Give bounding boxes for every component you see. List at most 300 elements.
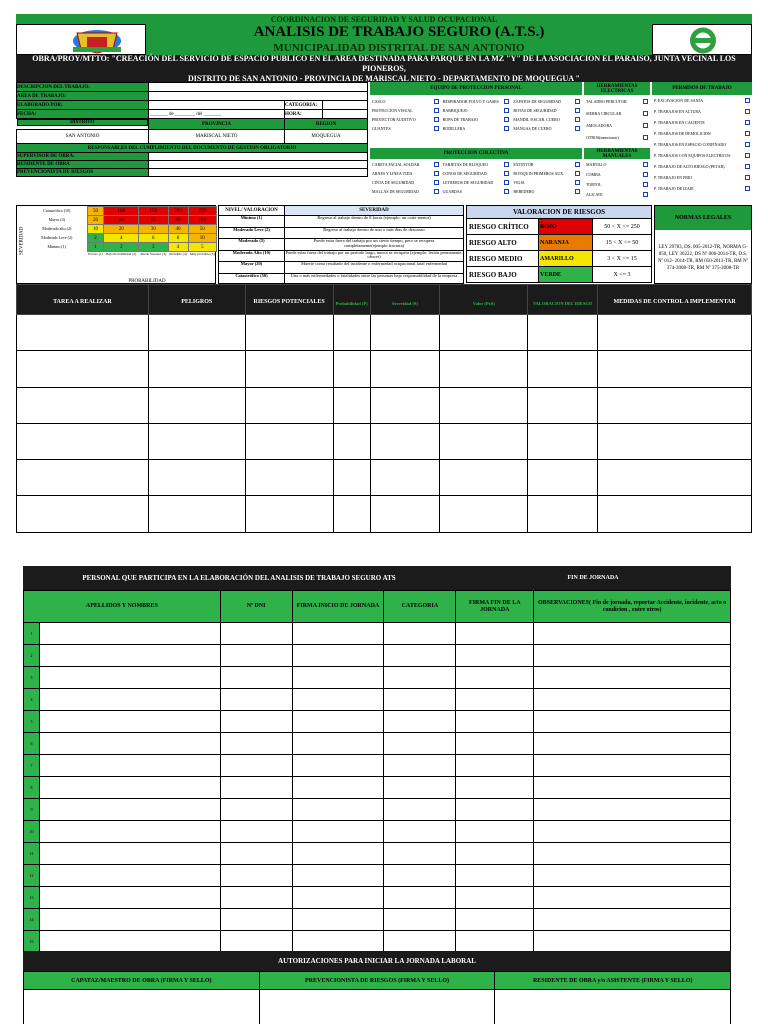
table-cell[interactable] <box>292 777 384 799</box>
list-item[interactable] <box>584 111 650 116</box>
list-item[interactable] <box>652 120 752 125</box>
herr-man-header: HERRAMIENTAS MANUALES <box>584 148 650 159</box>
table-cell[interactable] <box>440 387 528 423</box>
table-cell[interactable] <box>370 351 440 387</box>
table-cell[interactable] <box>456 667 534 689</box>
checkbox-icon[interactable] <box>434 171 439 176</box>
table-cell[interactable] <box>384 821 456 843</box>
valoracion-name: RIESGO MEDIO <box>467 251 539 266</box>
table-cell[interactable] <box>245 387 333 423</box>
table-cell[interactable] <box>292 821 384 843</box>
table-cell[interactable] <box>245 460 333 496</box>
list-item[interactable] <box>652 109 752 114</box>
list-item[interactable] <box>652 153 752 158</box>
checkbox-icon[interactable] <box>434 117 439 122</box>
field-hora[interactable] <box>323 110 368 119</box>
checkbox-icon[interactable] <box>434 126 439 131</box>
colectiva-item[interactable] <box>441 162 512 167</box>
table-cell[interactable] <box>440 315 528 351</box>
checkbox-icon[interactable] <box>504 117 509 122</box>
epp-item[interactable] <box>370 108 441 113</box>
checkbox-icon[interactable] <box>643 172 648 177</box>
table-cell[interactable] <box>534 909 731 931</box>
table-cell[interactable] <box>333 460 370 496</box>
checkbox-icon[interactable] <box>504 189 509 194</box>
severity-row <box>219 261 463 273</box>
table-cell[interactable] <box>220 821 292 843</box>
checkbox-icon[interactable] <box>575 180 580 185</box>
list-item-label: P. TRABAJO DE ALTO RIESGO (PETAR) <box>654 164 725 169</box>
table-cell[interactable] <box>598 423 752 459</box>
table-cell[interactable] <box>292 711 384 733</box>
table-cell[interactable] <box>220 799 292 821</box>
table-cell[interactable] <box>292 865 384 887</box>
checkbox-icon[interactable] <box>434 162 439 167</box>
table-cell[interactable] <box>370 460 440 496</box>
table-cell[interactable] <box>440 423 528 459</box>
obra-line-2: DISTRITO DE SAN ANTONIO - PROVINCIA DE MARISCAL NIETO - DEPARTAMENTO DE MOQUEGUA " <box>188 73 580 83</box>
checkbox-icon[interactable] <box>434 189 439 194</box>
valoracion-name: RIESGO ALTO <box>467 235 539 250</box>
matrix-row-label: Moderado Leve (2) <box>41 235 73 240</box>
checkbox-icon[interactable] <box>504 162 509 167</box>
table-cell[interactable] <box>384 667 456 689</box>
matrix-cell: 60 <box>139 216 169 225</box>
list-item[interactable] <box>652 98 752 103</box>
table-cell[interactable] <box>534 843 731 865</box>
table-row <box>24 777 731 799</box>
colectiva-item[interactable] <box>441 171 512 176</box>
list-item[interactable] <box>652 175 752 180</box>
epp-item[interactable] <box>441 108 512 113</box>
checkbox-icon[interactable] <box>504 99 509 104</box>
table-cell[interactable] <box>534 755 731 777</box>
table-cell[interactable] <box>534 821 731 843</box>
checkbox-icon[interactable] <box>745 175 750 180</box>
table-cell[interactable] <box>220 887 292 909</box>
table-cell[interactable] <box>245 496 333 532</box>
table-cell[interactable] <box>17 460 149 496</box>
table-cell[interactable] <box>333 315 370 351</box>
table-cell[interactable] <box>292 623 384 645</box>
table-cell[interactable] <box>534 931 731 953</box>
header-distrito: DISTRITO <box>17 119 149 126</box>
checkbox-icon[interactable] <box>575 117 580 122</box>
table-cell[interactable] <box>292 645 384 667</box>
matrix-row-label: Catastrófico (10) <box>43 208 71 213</box>
colectiva-item[interactable] <box>370 180 441 185</box>
matrix-cell: 10 <box>188 234 216 243</box>
table-cell[interactable] <box>148 423 245 459</box>
checkbox-icon[interactable] <box>643 111 648 116</box>
checkbox-icon[interactable] <box>643 162 648 167</box>
table-cell[interactable] <box>534 645 731 667</box>
label-fecha: FECHA: <box>17 110 149 119</box>
table-cell[interactable] <box>456 645 534 667</box>
table-cell[interactable] <box>370 423 440 459</box>
checkbox-icon[interactable] <box>575 126 580 131</box>
checkbox-icon[interactable] <box>575 189 580 194</box>
table-cell[interactable] <box>333 423 370 459</box>
checkbox-icon[interactable] <box>745 98 750 103</box>
table-cell[interactable] <box>24 865 221 887</box>
checkbox-icon[interactable] <box>643 135 648 140</box>
matrix-cell: 1 <box>87 243 104 252</box>
epp-item[interactable] <box>511 99 582 104</box>
table-cell[interactable] <box>245 315 333 351</box>
table-cell[interactable] <box>456 887 534 909</box>
epp-item[interactable] <box>370 126 441 131</box>
matrix-cell: 2 <box>87 234 104 243</box>
table-cell[interactable] <box>148 351 245 387</box>
list-item[interactable] <box>584 123 650 128</box>
list-item[interactable] <box>584 182 650 187</box>
table-cell[interactable] <box>370 315 440 351</box>
checkbox-icon[interactable] <box>745 186 750 191</box>
field-descripcion[interactable] <box>149 83 368 92</box>
table-cell[interactable] <box>370 387 440 423</box>
matrix-cell: 4 <box>168 243 188 252</box>
colectiva-item[interactable] <box>441 180 512 185</box>
table-cell[interactable] <box>24 777 221 799</box>
list-item[interactable] <box>584 162 650 167</box>
table-cell[interactable] <box>456 689 534 711</box>
table-cell[interactable] <box>456 777 534 799</box>
table-cell[interactable] <box>148 460 245 496</box>
table-cell[interactable] <box>456 909 534 931</box>
table-cell[interactable] <box>24 931 221 953</box>
value-provincia: MARISCAL NIETO <box>149 130 285 144</box>
table-row <box>17 496 752 532</box>
obra-description <box>16 55 752 82</box>
table-cell[interactable] <box>24 887 221 909</box>
table-cell[interactable] <box>384 865 456 887</box>
colectiva-item[interactable] <box>511 180 582 185</box>
checkbox-icon[interactable] <box>643 123 648 128</box>
table-cell[interactable] <box>598 351 752 387</box>
field-categoria[interactable] <box>323 101 368 110</box>
colectiva-item-label: GUARDAS <box>442 189 462 194</box>
table-cell[interactable] <box>148 315 245 351</box>
table-cell[interactable] <box>220 711 292 733</box>
epp-item-label: MANDIL /ESCAR. CUERO <box>513 117 560 122</box>
tarea-col-header: VALORACION DEL RIESGO <box>528 285 598 315</box>
checkbox-icon[interactable] <box>745 109 750 114</box>
table-cell[interactable] <box>528 460 598 496</box>
epp-item-label: ZAPATOS DE SEGURIDAD <box>513 99 561 104</box>
field-area[interactable] <box>149 92 368 101</box>
table-cell[interactable] <box>384 645 456 667</box>
table-cell[interactable] <box>456 843 534 865</box>
table-cell[interactable] <box>333 496 370 532</box>
signature-cell[interactable] <box>495 990 731 1024</box>
table-cell[interactable] <box>440 351 528 387</box>
checkbox-icon[interactable] <box>504 180 509 185</box>
table-cell[interactable] <box>24 843 221 865</box>
table-cell[interactable] <box>528 315 598 351</box>
table-cell[interactable] <box>24 755 221 777</box>
table-cell[interactable] <box>534 799 731 821</box>
personal-table <box>23 566 731 953</box>
table-cell[interactable] <box>148 496 245 532</box>
label-descripcion: DESCRIPCION DEL TRABAJO: <box>17 83 149 92</box>
table-row <box>24 667 731 689</box>
table-cell[interactable] <box>292 689 384 711</box>
matrix-cell: 150 <box>139 207 169 216</box>
table-cell[interactable] <box>534 711 731 733</box>
field-residente[interactable] <box>149 161 368 169</box>
checkbox-icon[interactable] <box>643 192 648 197</box>
table-cell[interactable] <box>292 755 384 777</box>
table-cell[interactable] <box>333 351 370 387</box>
table-cell[interactable] <box>384 843 456 865</box>
table-cell[interactable] <box>384 733 456 755</box>
table-cell[interactable] <box>24 799 221 821</box>
header-region: REGION <box>285 119 368 130</box>
tarea-table <box>16 284 752 532</box>
epp-item[interactable] <box>511 117 582 122</box>
table-cell[interactable] <box>220 755 292 777</box>
table-cell[interactable] <box>220 645 292 667</box>
table-cell[interactable] <box>220 733 292 755</box>
checkbox-icon[interactable] <box>643 182 648 187</box>
row-number: 13 <box>24 887 40 908</box>
matrix-cell: 30 <box>139 225 169 234</box>
list-item[interactable] <box>652 131 752 136</box>
list-item-label: P. TRABAJOS DE DEMOLICION <box>654 131 711 136</box>
row-number: 6 <box>24 733 40 754</box>
matrix-cell: 50 <box>188 225 216 234</box>
table-cell[interactable] <box>528 351 598 387</box>
table-cell[interactable] <box>534 623 731 645</box>
table-cell[interactable] <box>534 733 731 755</box>
table-cell[interactable] <box>528 496 598 532</box>
table-cell[interactable] <box>220 777 292 799</box>
severity-level: Moderado Alto (10) <box>219 251 285 262</box>
label-prevencionista: PREVENCIONISTA DE RIESGOS <box>17 169 149 177</box>
table-cell[interactable] <box>456 733 534 755</box>
colectiva-item[interactable] <box>370 171 441 176</box>
table-cell[interactable] <box>384 931 456 953</box>
table-cell[interactable] <box>17 423 149 459</box>
table-cell[interactable] <box>534 865 731 887</box>
list-item-label: P. TRABAJOS EN ESPACIO CONFINADO <box>654 142 727 147</box>
matrix-cell: 5 <box>188 243 216 252</box>
table-cell[interactable] <box>245 423 333 459</box>
table-cell[interactable] <box>292 931 384 953</box>
epp-item[interactable] <box>441 99 512 104</box>
colectiva-item[interactable] <box>511 189 582 194</box>
epp-item-label: RESPIRADOR POLVO Y GASES <box>442 99 499 104</box>
colectiva-item-label: TARJETAS DE BLOQUEO <box>442 162 489 167</box>
epp-item[interactable] <box>370 99 441 104</box>
matrix-cell: 3 <box>139 243 169 252</box>
table-cell[interactable] <box>292 667 384 689</box>
list-item[interactable] <box>584 135 650 140</box>
personal-col-header: Nº DNI <box>220 591 292 623</box>
colectiva-item[interactable] <box>511 162 582 167</box>
valoracion-color: VERDE <box>539 267 593 282</box>
colectiva-item[interactable] <box>370 189 441 194</box>
table-cell[interactable] <box>456 931 534 953</box>
epp-item[interactable] <box>370 117 441 122</box>
list-item[interactable] <box>652 186 752 191</box>
colectiva-item[interactable] <box>441 189 512 194</box>
table-cell[interactable] <box>220 931 292 953</box>
table-cell[interactable] <box>534 689 731 711</box>
checkbox-icon[interactable] <box>575 171 580 176</box>
header-coordinacion: COORDINACION DE SEGURIDAD Y SALUD OCUPACIONAL <box>16 14 752 24</box>
checkbox-icon[interactable] <box>434 99 439 104</box>
field-fecha[interactable]: _______ de ________ del _______ <box>149 110 285 119</box>
table-cell[interactable] <box>456 821 534 843</box>
table-cell[interactable] <box>534 887 731 909</box>
table-cell[interactable] <box>24 645 221 667</box>
personal-col-header: CATEGORIA <box>384 591 456 623</box>
table-cell[interactable] <box>384 777 456 799</box>
epp-item[interactable] <box>441 117 512 122</box>
signature-cell[interactable] <box>259 990 495 1024</box>
table-cell[interactable] <box>370 496 440 532</box>
severity-table <box>218 205 464 284</box>
table-cell[interactable] <box>17 387 149 423</box>
table-cell[interactable] <box>384 799 456 821</box>
severity-row <box>219 250 463 262</box>
table-cell[interactable] <box>24 667 221 689</box>
table-cell[interactable] <box>534 777 731 799</box>
list-item[interactable] <box>584 192 650 197</box>
table-cell[interactable] <box>220 689 292 711</box>
table-cell[interactable] <box>220 843 292 865</box>
colectiva-item[interactable] <box>370 162 441 167</box>
checkbox-icon[interactable] <box>434 180 439 185</box>
table-cell[interactable] <box>24 733 221 755</box>
checkbox-icon[interactable] <box>434 108 439 113</box>
table-cell[interactable] <box>24 909 221 931</box>
table-cell[interactable] <box>440 496 528 532</box>
table-cell[interactable] <box>456 865 534 887</box>
table-cell[interactable] <box>598 315 752 351</box>
table-cell[interactable] <box>528 423 598 459</box>
table-cell[interactable] <box>24 711 221 733</box>
field-supervisor[interactable] <box>149 153 368 161</box>
list-item-label: TORTOL <box>586 182 602 187</box>
table-row <box>17 315 752 351</box>
checkbox-icon[interactable] <box>504 171 509 176</box>
table-cell[interactable] <box>534 667 731 689</box>
table-cell[interactable] <box>245 351 333 387</box>
label-elaborado: ELABORADO POR: <box>17 101 149 110</box>
valoracion-range: 3 < X <= 15 <box>607 255 637 262</box>
table-cell[interactable] <box>384 623 456 645</box>
table-cell[interactable] <box>384 887 456 909</box>
table-cell[interactable] <box>292 887 384 909</box>
table-cell[interactable] <box>456 711 534 733</box>
field-prevencionista[interactable] <box>149 169 368 177</box>
table-row <box>24 909 731 931</box>
table-cell[interactable] <box>24 689 221 711</box>
table-cell[interactable] <box>456 623 534 645</box>
table-cell[interactable] <box>384 711 456 733</box>
row-number: 4 <box>24 689 40 710</box>
table-cell[interactable] <box>384 909 456 931</box>
list-item-label: SIERRA CIRCULAR <box>586 111 622 116</box>
field-elaborado[interactable] <box>149 101 285 110</box>
epp-item[interactable] <box>441 126 512 131</box>
colectiva-item[interactable] <box>511 171 582 176</box>
list-item[interactable] <box>652 142 752 147</box>
checkbox-icon[interactable] <box>575 99 580 104</box>
colectiva-item-label: LETREROS DE SEGURIDAD <box>442 180 494 185</box>
table-cell[interactable] <box>333 387 370 423</box>
checkbox-icon[interactable] <box>745 142 750 147</box>
matrix-cell: 50 <box>87 207 104 216</box>
table-cell[interactable] <box>292 733 384 755</box>
checkbox-icon[interactable] <box>575 162 580 167</box>
valoracion-row <box>466 219 652 235</box>
colectiva-item-label: BOTIQUIN PRIMEROS AUX. <box>513 171 565 176</box>
checkbox-icon[interactable] <box>504 108 509 113</box>
table-cell[interactable] <box>220 865 292 887</box>
table-cell[interactable] <box>456 755 534 777</box>
table-cell[interactable] <box>384 755 456 777</box>
checkbox-icon[interactable] <box>745 164 750 169</box>
table-cell[interactable] <box>292 909 384 931</box>
epp-item[interactable] <box>511 126 582 131</box>
permisos-section <box>652 82 752 204</box>
signature-cell[interactable] <box>24 990 260 1024</box>
table-cell[interactable] <box>440 460 528 496</box>
table-cell[interactable] <box>24 623 221 645</box>
epp-section <box>370 82 582 146</box>
matrix-severidad-label: SEVERIDAD <box>19 226 25 256</box>
checkbox-icon[interactable] <box>745 120 750 125</box>
checkbox-icon[interactable] <box>575 108 580 113</box>
table-cell[interactable] <box>220 909 292 931</box>
table-cell[interactable] <box>148 387 245 423</box>
table-cell[interactable] <box>292 843 384 865</box>
checkbox-icon[interactable] <box>643 99 648 104</box>
table-cell[interactable] <box>598 496 752 532</box>
colectiva-item-label: MALLAS DE SEGURIDAD <box>372 189 419 194</box>
table-cell[interactable] <box>598 460 752 496</box>
epp-item[interactable] <box>511 108 582 113</box>
table-row <box>17 460 752 496</box>
list-item[interactable] <box>584 172 650 177</box>
matrix-row-label: Mayor (4) <box>48 217 65 222</box>
row-number: 3 <box>24 667 40 688</box>
table-cell[interactable] <box>17 315 149 351</box>
checkbox-icon[interactable] <box>745 131 750 136</box>
table-cell[interactable] <box>24 821 221 843</box>
table-cell[interactable] <box>220 623 292 645</box>
tarea-col-header: RIESGOS POTENCIALES <box>245 285 333 315</box>
table-cell[interactable] <box>220 667 292 689</box>
list-item[interactable] <box>652 164 752 169</box>
list-item-label: P. EXCAVACION DE SANJA <box>654 98 703 103</box>
table-cell[interactable] <box>456 799 534 821</box>
table-cell[interactable] <box>598 387 752 423</box>
table-cell[interactable] <box>17 496 149 532</box>
checkbox-icon[interactable] <box>504 126 509 131</box>
checkbox-icon[interactable] <box>745 153 750 158</box>
epp-item-label: RODILLERA <box>442 126 466 131</box>
list-item[interactable] <box>584 99 650 104</box>
table-cell[interactable] <box>384 689 456 711</box>
table-cell[interactable] <box>17 351 149 387</box>
table-cell[interactable] <box>528 387 598 423</box>
table-cell[interactable] <box>292 799 384 821</box>
